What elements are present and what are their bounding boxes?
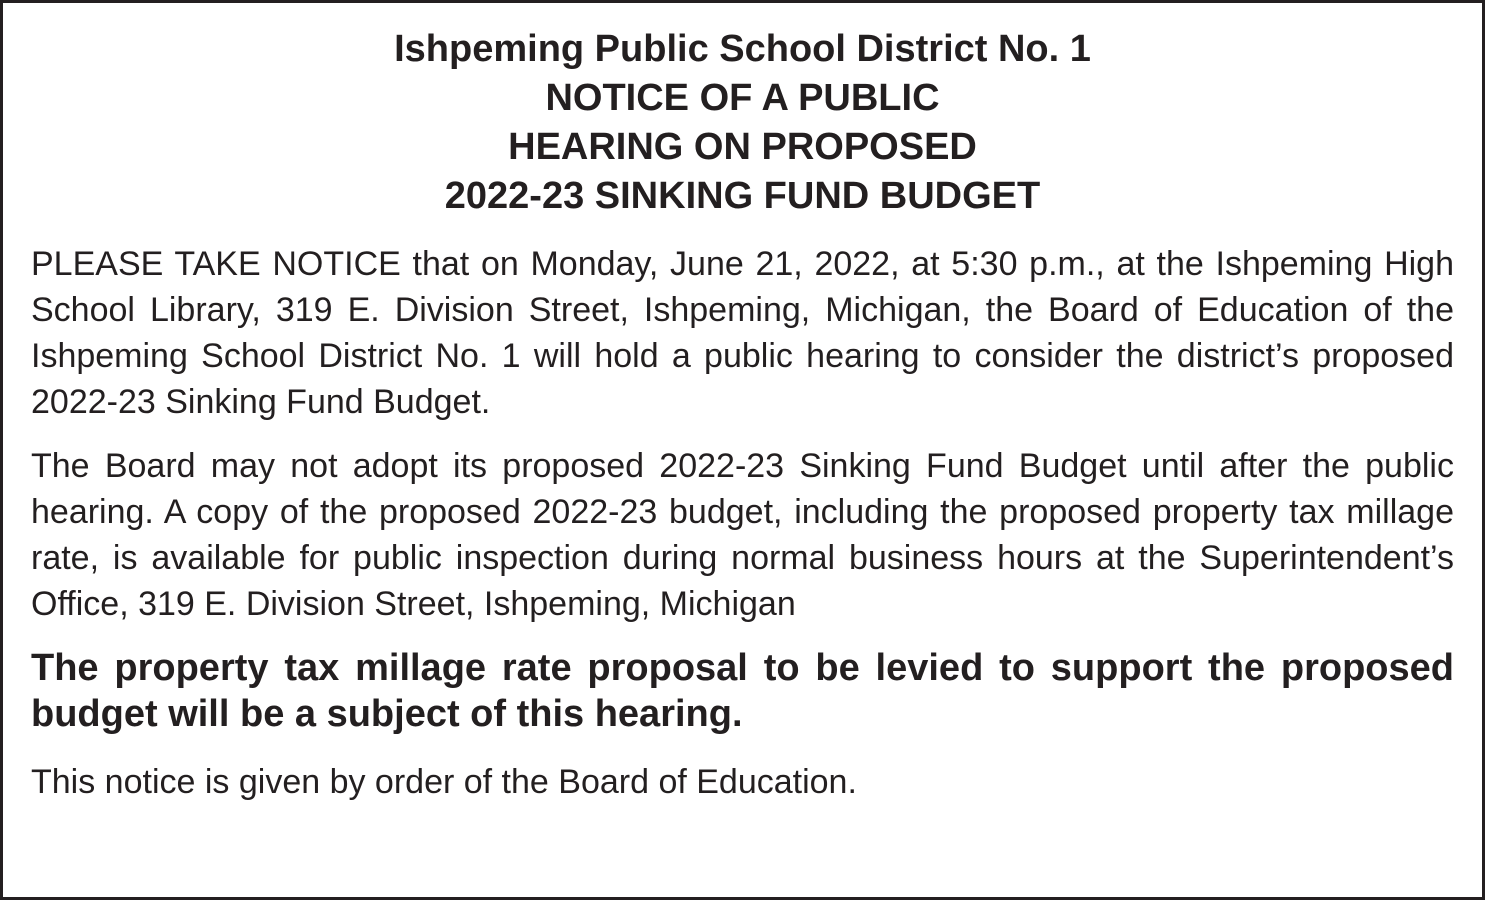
title-line-hearing: HEARING ON PROPOSED <box>508 126 977 168</box>
budget-availability-paragraph: The Board may not adopt its proposed 2022-23 Sinking Fund Budget until after the public hearing. A copy of the proposed 2022-23 budget, including the proposed property tax millage rate, is available for public inspection during normal business hours at the Superintendent’s Office, 319 E. Division Street, Ishpeming, Michigan <box>31 447 1454 623</box>
millage-rate-statement: The property tax millage rate proposal to be levied to support the proposed budget will be a subject of this hearing. <box>31 647 1454 735</box>
district-name: Ishpeming Public School District No. 1 <box>394 28 1091 70</box>
title-line-budget: 2022-23 SINKING FUND BUDGET <box>444 175 1041 217</box>
notice-title <box>31 25 1454 221</box>
title-line-notice: NOTICE OF A PUBLIC <box>545 77 940 119</box>
closing-statement: This notice is given by order of the Board of Education. <box>31 763 857 801</box>
hearing-details-paragraph: PLEASE TAKE NOTICE that on Monday, June 21, 2022, at 5:30 p.m., at the Ishpeming High School Library, 319 E. Division Street, Ishpeming, Michigan, the Board of Education of the Ishpeming School District No. 1 will hold a public hearing to consider the district’s proposed 2022-23 Sinking Fund Budget. <box>31 245 1454 421</box>
